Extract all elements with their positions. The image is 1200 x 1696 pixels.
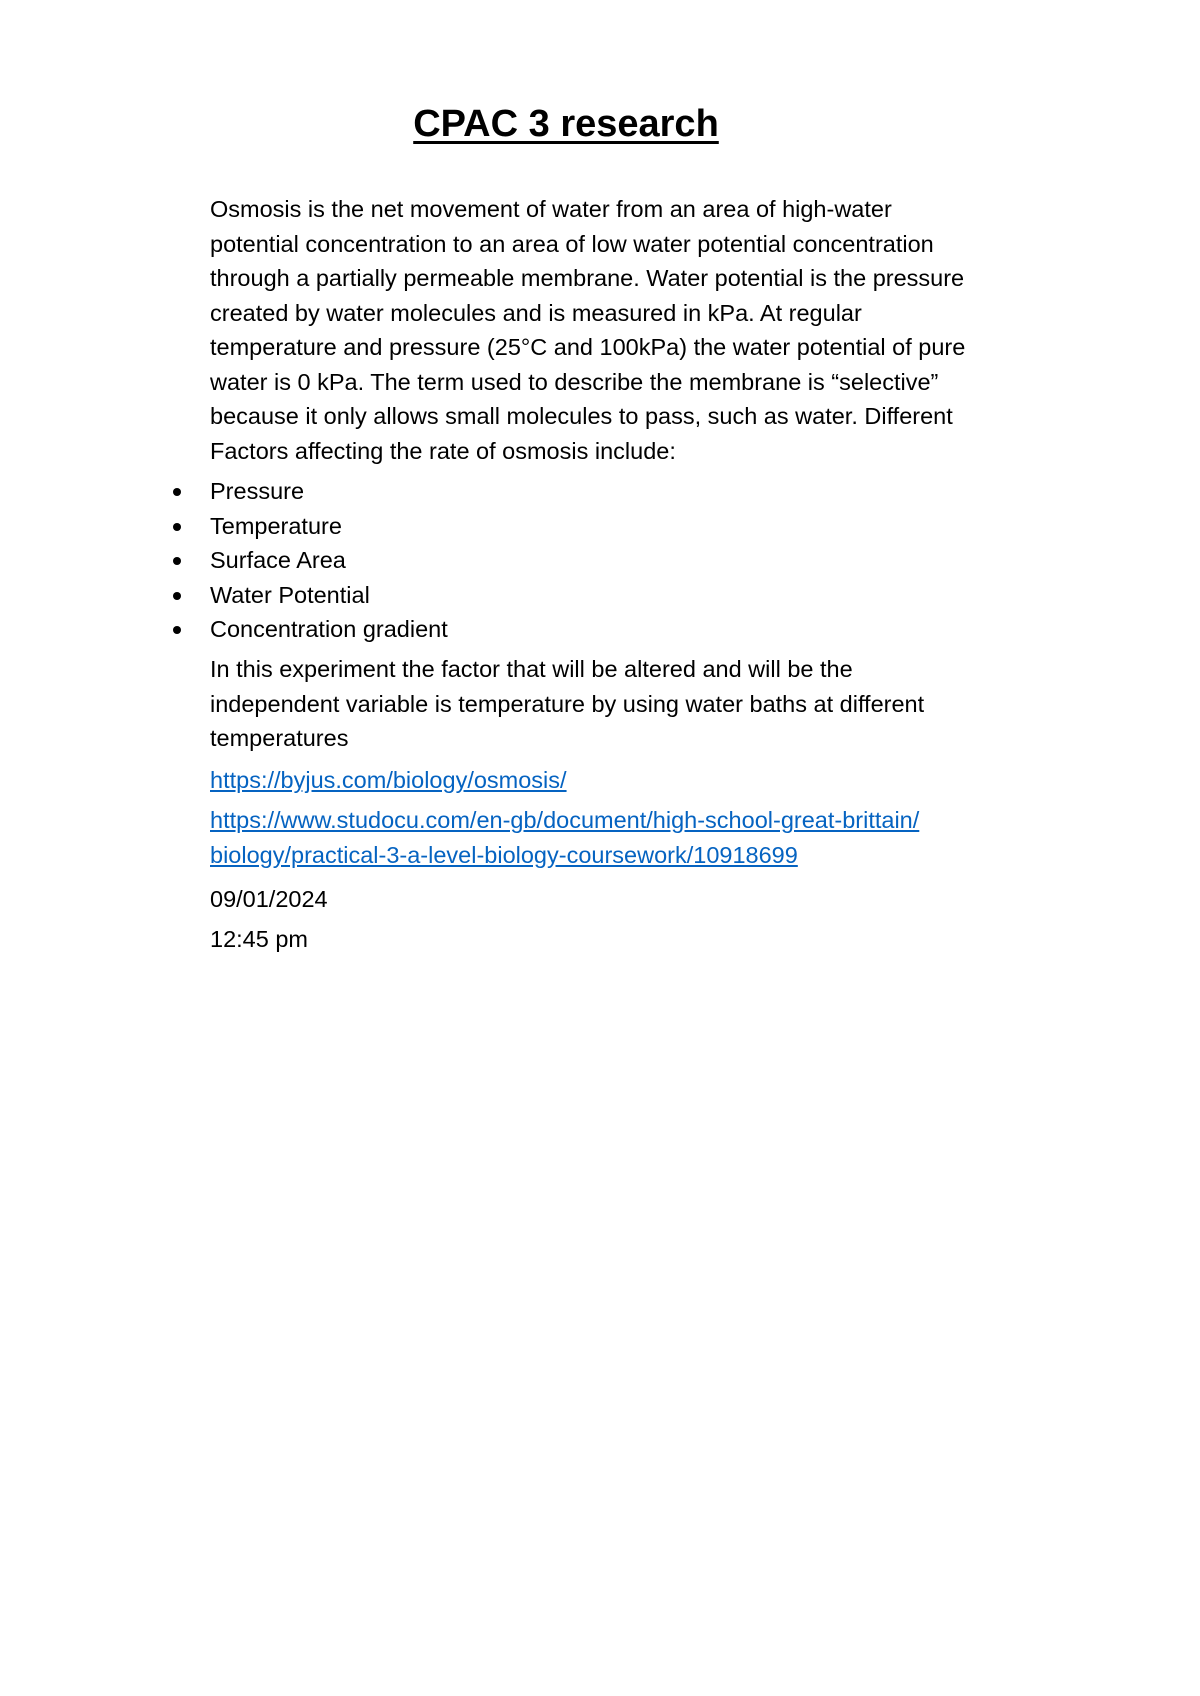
byjus-link[interactable]: https://byjus.com/biology/osmosis/: [210, 767, 567, 793]
research-time: 12:45 pm: [210, 926, 308, 952]
list-item: [0, 474, 1000, 509]
list-item: [0, 543, 1000, 578]
factor-label: Surface Area: [210, 547, 346, 573]
list-item: [0, 612, 1000, 647]
factor-label: Concentration gradient: [210, 616, 448, 642]
bullet-icon: [173, 488, 181, 496]
intro-paragraph: Osmosis is the net movement of water from an area of high-water potential concentration to an area of low water potential concentration through a partially permeable membrane. Water potential is the pressure created by water molecules and is measured in kPa. At regular temperature and pressure (25°C and 100kPa) the water potential of pure water is 0 kPa. The term used to describe the membrane is “selective” because it only allows small molecules to pass, such as water. Different Factors affecting the rate of osmosis include:: [210, 196, 966, 464]
list-item: [0, 509, 1000, 544]
bullet-icon: [173, 626, 181, 634]
factors-list: [0, 474, 1000, 647]
bullet-icon: [173, 557, 181, 565]
experiment-paragraph: In this experiment the factor that will be altered and will be the independent variable is temperature by using water baths at different temperatures: [210, 656, 925, 751]
factor-label: Pressure: [210, 478, 305, 504]
document-title: CPAC 3 research: [413, 103, 719, 145]
research-date: 09/01/2024: [210, 886, 328, 912]
factor-label: Temperature: [210, 512, 342, 539]
bullet-icon: [173, 523, 181, 531]
list-item: [0, 578, 1000, 613]
factor-label: Water Potential: [210, 581, 370, 608]
bullet-icon: [173, 592, 181, 600]
studocu-link[interactable]: https://www.studocu.com/en-gb/document/high-school-great-brittain/ biology/practical-3-a-level-biology-coursework/10918699: [210, 807, 920, 868]
